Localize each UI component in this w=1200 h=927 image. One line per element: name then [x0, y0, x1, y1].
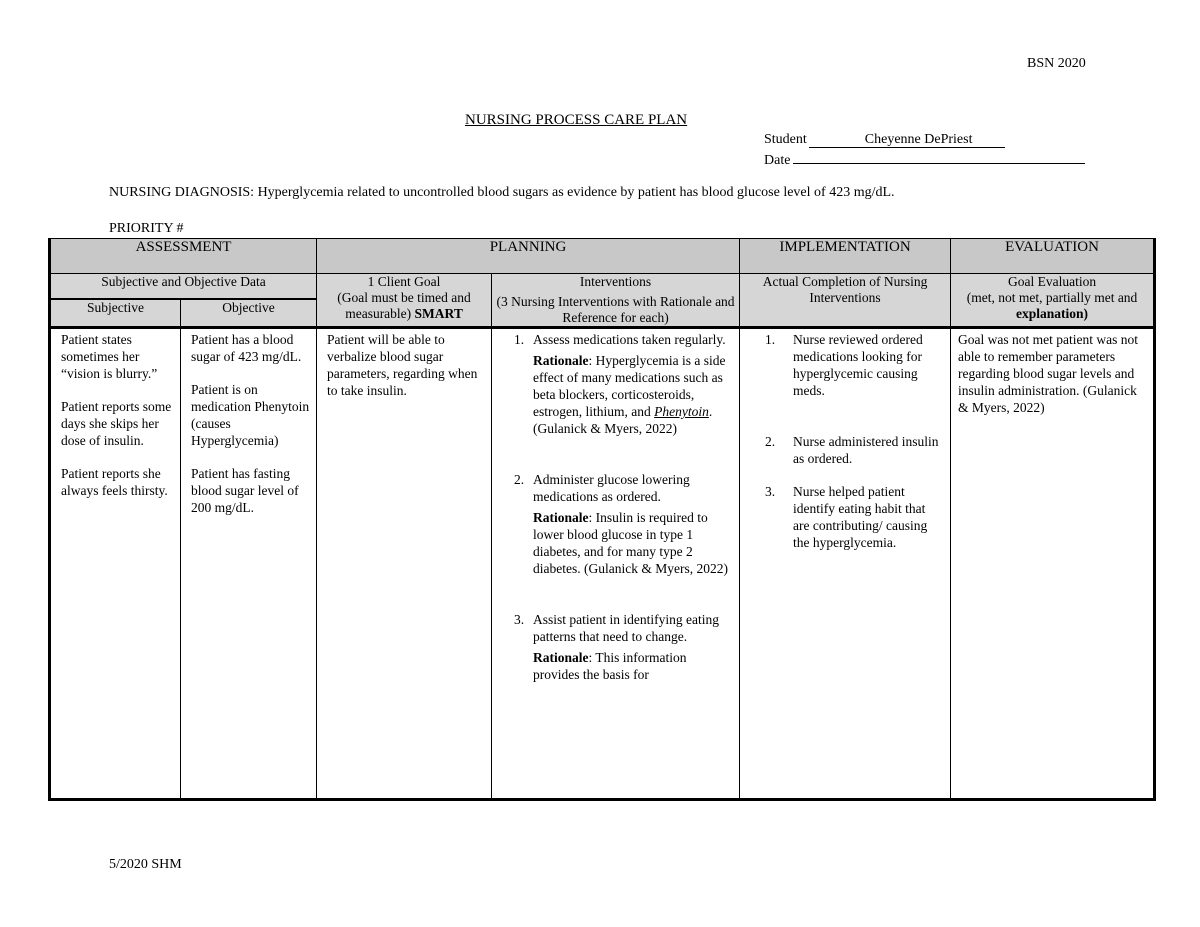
intervention-number: 2. [514, 472, 525, 487]
goal-header-line2: (Goal must be timed and measurable) SMART [337, 290, 471, 321]
implementation-cell[interactable] [740, 328, 951, 800]
intervention-item [498, 611, 733, 683]
subjective-item: Patient states sometimes her “vision is blurry.” [61, 332, 158, 381]
implementation-item [740, 433, 944, 467]
implementation-number: 1. [765, 332, 776, 347]
intervention-number: 3. [514, 612, 525, 627]
rationale-label: Rationale [533, 353, 589, 368]
student-name[interactable]: Cheyenne DePriest [809, 132, 1005, 148]
objective-item: Patient has a blood sugar of 423 mg/dL. [191, 332, 302, 364]
evaluation-header [951, 274, 1155, 328]
subheader-row [50, 274, 1155, 300]
interventions-header-line2: (3 Nursing Interventions with Rationale and Reference for each) [496, 294, 735, 325]
objective-cell[interactable] [181, 328, 317, 800]
date-label: Date [764, 153, 791, 168]
nursing-diagnosis: NURSING DIAGNOSIS: Hyperglycemia related to uncontrolled blood sugars as evidence by patient has blood glucose level of 423 mg/dL. [109, 185, 895, 200]
interventions-cell[interactable] [492, 328, 740, 800]
care-plan-table [48, 238, 1156, 801]
care-plan-body-row [50, 328, 1155, 800]
section-implementation: IMPLEMENTATION [740, 239, 951, 274]
implementation-text: Nurse administered insulin as ordered. [793, 434, 939, 466]
implementation-header: Actual Completion of Nursing Interventions [740, 274, 951, 328]
footer-code: 5/2020 SHM [109, 857, 182, 872]
intervention-item [498, 471, 733, 577]
rationale-label: Rationale [533, 510, 589, 525]
objective-header: Objective [181, 299, 317, 328]
intervention-rationale: Rationale: Insulin is required to lower blood glucose in type 1 diabetes, and for many type 2 diabetes. (Gulanick & Myers, 2022) [533, 510, 728, 576]
implementation-text: Nurse reviewed ordered medications looking for hyperglycemic causing meds. [793, 332, 923, 398]
header-code: BSN 2020 [1027, 56, 1086, 71]
student-label: Student [764, 132, 807, 147]
implementation-item [740, 483, 944, 551]
goal-header-line1: 1 Client Goal [367, 274, 441, 289]
date-row [764, 150, 1085, 169]
goal-header [317, 274, 492, 328]
implementation-text: Nurse helped patient identify eating habit that are contributing/ causing the hyperglycemia. [793, 484, 928, 550]
intervention-rationale: Rationale: Hyperglycemia is a side effect of many medications such as beta blockers, corticosteroids, estrogen, lithium, and Phenytoin. (Gulanick & Myers, 2022) [533, 353, 726, 436]
evaluation-cell[interactable] [951, 328, 1155, 800]
interventions-header-line1: Interventions [579, 274, 652, 289]
intervention-item [498, 331, 733, 437]
section-planning: PLANNING [317, 239, 740, 274]
implementation-number: 3. [765, 484, 776, 499]
intervention-number: 1. [514, 332, 525, 347]
smart-label: SMART [414, 306, 463, 321]
implementation-number: 2. [765, 434, 776, 449]
implementation-item [740, 331, 944, 399]
date-field[interactable] [793, 150, 1085, 164]
section-assessment: ASSESSMENT [50, 239, 317, 274]
intervention-text: Administer glucose lowering medications as ordered. [533, 472, 690, 504]
section-header-row [50, 239, 1155, 274]
page-title: NURSING PROCESS CARE PLAN [465, 112, 688, 128]
phenytoin-ref: Phenytoin [654, 404, 709, 419]
goal-evaluation: Goal was not met patient was not able to remember parameters regarding blood sugar levels and insulin administration. (Gulanick & Myers, 2022) [958, 332, 1138, 415]
goal-cell[interactable] [317, 328, 492, 800]
evaluation-header-line1: Goal Evaluation [1007, 274, 1097, 289]
assessment-subheader: Subjective and Objective Data [50, 274, 317, 300]
interventions-header [492, 274, 740, 328]
intervention-text: Assist patient in identifying eating patterns that need to change. [533, 612, 719, 644]
intervention-rationale: Rationale: This information provides the basis for [533, 650, 687, 682]
student-row [764, 132, 1005, 148]
explanation-label: explanation) [1016, 306, 1089, 321]
client-goal: Patient will be able to verbalize blood sugar parameters, regarding when to take insulin. [327, 332, 478, 398]
subjective-item: Patient reports she always feels thirsty. [61, 466, 168, 498]
priority-label: PRIORITY # [109, 221, 184, 236]
objective-item: Patient is on medication Phenytoin (causes Hyperglycemia) [191, 382, 310, 448]
rationale-label: Rationale [533, 650, 589, 665]
subjective-item: Patient reports some days she skips her dose of insulin. [61, 399, 172, 448]
subjective-cell[interactable] [50, 328, 181, 800]
subjective-header: Subjective [50, 299, 181, 328]
section-evaluation: EVALUATION [951, 239, 1155, 274]
evaluation-header-line2: (met, not met, partially met and explanation) [966, 290, 1138, 321]
intervention-text: Assess medications taken regularly. [533, 332, 726, 347]
objective-item: Patient has fasting blood sugar level of 200 mg/dL. [191, 466, 299, 515]
